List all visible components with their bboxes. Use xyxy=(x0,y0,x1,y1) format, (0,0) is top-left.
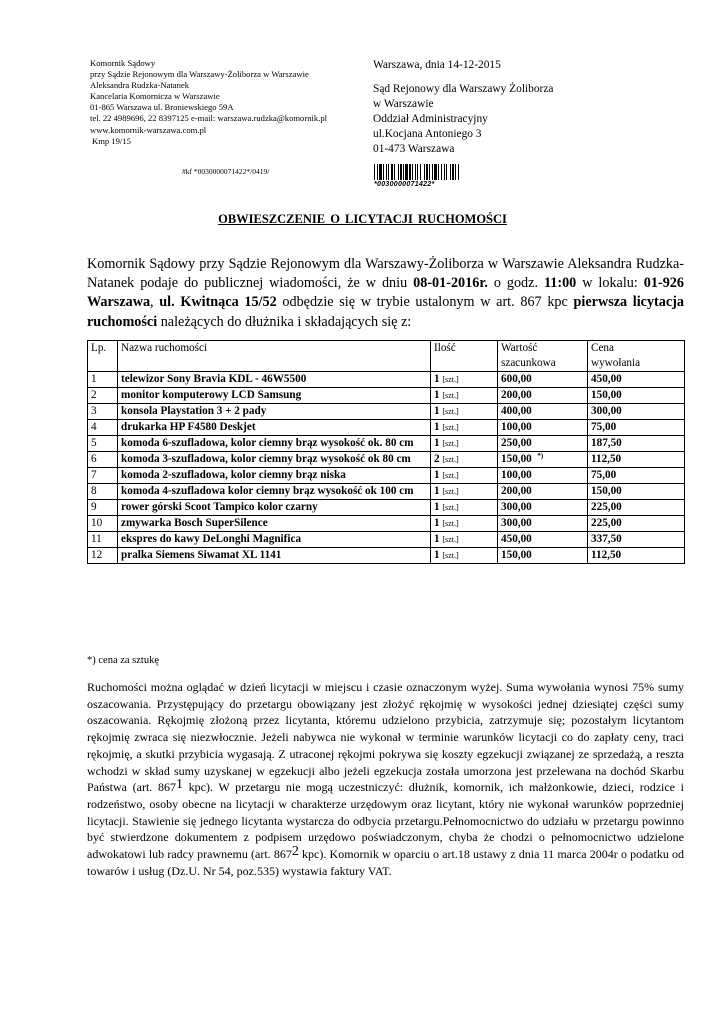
qty-unit: [szt.] xyxy=(442,423,459,432)
qty-value: 1 xyxy=(434,373,440,385)
cell-lp: 12 xyxy=(88,548,118,564)
cell-qty xyxy=(431,404,498,420)
cell-value xyxy=(498,500,588,516)
intro-paragraph xyxy=(87,255,684,332)
intro-text: odbędzie się w trybie ustalonym w art. 867 kpc xyxy=(276,294,574,311)
barcode-bar xyxy=(441,164,442,180)
qty-unit: [szt.] xyxy=(442,551,459,560)
cell-lp: 3 xyxy=(88,404,118,420)
cell-qty xyxy=(431,420,498,436)
barcode-bar xyxy=(383,164,384,180)
cell-price: 150,00 xyxy=(588,388,685,404)
qty-value: 1 xyxy=(434,501,440,513)
cell-value xyxy=(498,420,588,436)
sender-line: Kancelaria Komornicza w Warszawie xyxy=(90,91,220,102)
qty-unit: [szt.] xyxy=(442,407,459,416)
table-row xyxy=(88,468,685,484)
qty-value: 1 xyxy=(434,485,440,497)
col-header-value-line2: szacunkowa xyxy=(501,357,556,369)
barcode-bar xyxy=(405,164,408,180)
barcode-bar xyxy=(379,164,382,180)
value-amount: 200,00 xyxy=(501,389,532,401)
barcode-bar xyxy=(391,164,393,180)
qty-unit: [szt.] xyxy=(442,455,459,464)
cell-price: 187,50 xyxy=(588,436,685,452)
items-table xyxy=(87,340,685,564)
cell-lp: 4 xyxy=(88,420,118,436)
barcode-bar xyxy=(398,164,399,180)
cell-qty xyxy=(431,500,498,516)
qty-unit: [szt.] xyxy=(442,503,459,512)
intro-text: w lokalu: xyxy=(576,275,644,292)
barcode-bar xyxy=(377,164,378,180)
table-row xyxy=(88,388,685,404)
barcode-bar xyxy=(388,164,389,180)
cell-price: 112,50 xyxy=(588,452,685,468)
footnote: *) cena za sztukę xyxy=(87,655,159,666)
col-header-price-line2: wywołania xyxy=(591,357,641,369)
barcode xyxy=(374,164,480,190)
table-header-row xyxy=(88,341,685,372)
case-number: Kmp 19/15 xyxy=(92,135,131,146)
barcode-bar xyxy=(415,164,416,180)
qty-value: 1 xyxy=(434,389,440,401)
table-row xyxy=(88,372,685,388)
barcode-bar xyxy=(458,164,459,180)
barcode-bar xyxy=(452,164,454,180)
barcode-bar xyxy=(420,164,421,180)
cell-price: 225,00 xyxy=(588,516,685,532)
qty-unit: [szt.] xyxy=(442,439,459,448)
table-row xyxy=(88,548,685,564)
recipient-line: Oddział Administracyjny xyxy=(373,113,488,126)
table-row xyxy=(88,532,685,548)
recipient-block xyxy=(373,58,553,158)
qty-unit: [szt.] xyxy=(442,391,459,400)
barcode-text: *0030000071422* xyxy=(374,181,435,188)
table-row xyxy=(88,436,685,452)
recipient-line: ul.Kocjana Antoniego 3 xyxy=(373,128,482,141)
cell-qty xyxy=(431,532,498,548)
value-amount: 150,00 xyxy=(501,453,532,465)
sender-line: www.komornik-warszawa.com.pl xyxy=(90,124,207,135)
cell-price: 450,00 xyxy=(588,372,685,388)
cell-name: pralka Siemens Siwamat XL 1141 xyxy=(118,548,431,564)
sender-line: przy Sądzie Rejonowym dla Warszawy-Żoliborza w Warszawie xyxy=(90,69,309,80)
qty-value: 1 xyxy=(434,405,440,417)
barcode-bar xyxy=(444,164,445,180)
cell-lp: 2 xyxy=(88,388,118,404)
cell-price: 337,50 xyxy=(588,532,685,548)
cell-qty xyxy=(431,388,498,404)
recipient-line: 01-473 Warszawa xyxy=(373,143,455,156)
cell-lp: 6 xyxy=(88,452,118,468)
barcode-bar xyxy=(417,164,418,180)
barcode-bar xyxy=(374,164,375,180)
cell-price: 75,00 xyxy=(588,468,685,484)
cell-name: drukarka HP F4580 Deskjet xyxy=(118,420,431,436)
value-amount: 300,00 xyxy=(501,501,532,513)
cell-name: komoda 4-szufladowa kolor ciemny brąz wysokość ok 100 cm xyxy=(118,484,431,500)
cell-name: rower górski Scoot Tampico kolor czarny xyxy=(118,500,431,516)
cell-name: komoda 3-szufladowa, kolor ciemny brąz wysokość ok 80 cm xyxy=(118,452,431,468)
barcode-bar xyxy=(432,164,433,180)
value-amount: 400,00 xyxy=(501,405,532,417)
cell-value xyxy=(498,532,588,548)
table-row xyxy=(88,404,685,420)
qty-value: 2 xyxy=(434,453,440,465)
cell-name: komoda 2-szufladowa, kolor ciemny brąz niska xyxy=(118,468,431,484)
barcode-bar xyxy=(394,164,395,180)
value-amount: 150,00 xyxy=(501,549,532,561)
value-amount: 250,00 xyxy=(501,437,532,449)
intro-text: należących do dłużnika i składających się z: xyxy=(157,313,412,330)
qty-unit: [szt.] xyxy=(442,471,459,480)
cell-price: 112,50 xyxy=(588,548,685,564)
intro-text: , xyxy=(150,294,160,311)
value-note: *) xyxy=(537,452,544,460)
page-title: OBWIESZCZENIE O LICYTACJI RUCHOMOŚCI xyxy=(218,212,507,226)
col-header-price xyxy=(588,341,685,372)
cell-value xyxy=(498,404,588,420)
reference-code: #kf *0030000071422*/0419/ xyxy=(182,167,270,176)
terms-text: kpc). Komornik w oparciu o art.18 ustawy z dnia 11 marca 2004r o podatku od towarów i usług (Dz.U. Nr 54, poz.535) wystawia faktury VAT. xyxy=(87,847,684,878)
qty-unit: [szt.] xyxy=(442,535,459,544)
cell-qty xyxy=(431,372,498,388)
cell-name: komoda 6-szufladowa, kolor ciemny brąz wysokość ok. 80 cm xyxy=(118,436,431,452)
col-header-value-line1: Wartość xyxy=(501,342,538,354)
qty-value: 1 xyxy=(434,469,440,481)
cell-value xyxy=(498,436,588,452)
qty-value: 1 xyxy=(434,517,440,529)
date-line: Warszawa, dnia 14-12-2015 xyxy=(373,59,501,71)
terms-paragraph xyxy=(87,679,684,879)
superscript: 1 xyxy=(175,777,183,793)
cell-lp: 9 xyxy=(88,500,118,516)
cell-qty xyxy=(431,452,498,468)
value-amount: 200,00 xyxy=(501,485,532,497)
table-row xyxy=(88,500,685,516)
auction-place: 01-926 Warszawa xyxy=(87,275,684,311)
qty-value: 1 xyxy=(434,421,440,433)
qty-unit: [szt.] xyxy=(442,519,459,528)
col-header-lp: Lp. xyxy=(88,341,118,372)
col-header-name: Nazwa ruchomości xyxy=(118,341,431,372)
cell-lp: 8 xyxy=(88,484,118,500)
terms-text: kpc). W przetargu nie mogą uczestniczyć: dłużnik, komornik, ich małżonkowie, dzieci, rodzice i rodzeństwo, osoby obecne na licytacji w charakterze urzędowym oraz licytant, który nie wykonał warunków poprzedniej licytacji. Stawienie się jednego licytanta wystarcza do odbycia przetargu.Pełnomocnictwo do udziału w przetargu powinno być stwierdzone dokumentem z podpisem urzędowo poświadczonym, chyba że chodzi o pełnomocnictwo udzielone adwokatowi lub radcy prawnemu (art. 867 xyxy=(87,780,684,862)
barcode-bar xyxy=(412,164,413,180)
cell-price: 225,00 xyxy=(588,500,685,516)
cell-qty xyxy=(431,484,498,500)
cell-lp: 1 xyxy=(88,372,118,388)
sender-line: Aleksandra Rudzka-Natanek xyxy=(90,80,190,91)
table-row xyxy=(88,516,685,532)
barcode-bar xyxy=(450,164,451,180)
sender-block xyxy=(90,58,327,147)
cell-price: 300,00 xyxy=(588,404,685,420)
cell-name: konsola Playstation 3 + 2 pady xyxy=(118,404,431,420)
cell-value xyxy=(498,484,588,500)
cell-value xyxy=(498,388,588,404)
barcode-bar xyxy=(400,164,402,180)
cell-qty xyxy=(431,468,498,484)
recipient-line: w Warszawie xyxy=(373,98,434,111)
sender-line: Komornik Sądowy xyxy=(90,58,156,68)
cell-value xyxy=(498,548,588,564)
cell-price: 150,00 xyxy=(588,484,685,500)
cell-value xyxy=(498,468,588,484)
value-amount: 600,00 xyxy=(501,373,532,385)
cell-lp: 5 xyxy=(88,436,118,452)
barcode-bar xyxy=(403,164,404,180)
table-row xyxy=(88,484,685,500)
barcode-bar xyxy=(424,164,425,180)
table-row xyxy=(88,452,685,468)
barcode-bar xyxy=(434,164,437,180)
superscript: 2 xyxy=(291,844,299,860)
value-amount: 300,00 xyxy=(501,517,532,529)
cell-name: ekspres do kawy DeLonghi Magnifica xyxy=(118,532,431,548)
qty-unit: [szt.] xyxy=(442,487,459,496)
barcode-bar xyxy=(446,164,447,180)
qty-unit: [szt.] xyxy=(442,375,459,384)
col-header-qty: Ilość xyxy=(431,341,498,372)
col-header-value xyxy=(498,341,588,372)
auction-date: 08-01-2016r. xyxy=(413,275,488,292)
qty-value: 1 xyxy=(434,437,440,449)
cell-lp: 11 xyxy=(88,532,118,548)
cell-value xyxy=(498,452,588,468)
intro-text: Komornik Sądowy przy Sądzie Rejonowym dla Warszawy-Żoliborza w Warszawie Aleksandra Rudzka-Natanek podaje do publicznej wiadomości, że w dniu xyxy=(87,256,684,292)
barcode-bar xyxy=(426,164,428,180)
sender-line: 01-865 Warszawa ul. Broniewskiego 59A xyxy=(90,102,234,113)
auction-street: ul. Kwitnąca 15/52 xyxy=(159,294,277,311)
qty-value: 1 xyxy=(434,549,440,561)
cell-lp: 7 xyxy=(88,468,118,484)
cell-price: 75,00 xyxy=(588,420,685,436)
cell-name: zmywarka Bosch SuperSilence xyxy=(118,516,431,532)
cell-lp: 10 xyxy=(88,516,118,532)
barcode-bar xyxy=(438,164,439,180)
cell-value xyxy=(498,372,588,388)
terms-text: Ruchomości można oglądać w dzień licytacji w miejscu i czasie oznaczonym wyżej. Suma wywołania wynosi 75% sumy oszacowania. Przystępujący do przetargu obowiązany jest złożyć rękojmię w wysokości jednej dziesiątej części sumy oszacowania. Rękojmię złożoną przez licytanta, któremu udzielono przybicia, zatrzymuje się; pozostałym licytantom rękojmię zwraca się niezwłocznie. Jeżeli nabywca nie wykonał w terminie warunków licytacji co do zapłaty ceny, traci rękojmię, a skutki przybicia wygasają. Z utraconej rękojmi pokrywa się koszty egzekucji związanej ze sprzedażą, a reszta wchodzi w skład sumy uzyskanej w egzekucji albo jeżeli egzekucja została umorzona jest przelewana na dochód Skarbu Państwa (art. 867 xyxy=(87,680,684,795)
barcode-bar xyxy=(429,164,430,180)
cell-name: monitor komputerowy LCD Samsung xyxy=(118,388,431,404)
qty-value: 1 xyxy=(434,533,440,545)
cell-name: telewizor Sony Bravia KDL - 46W5500 xyxy=(118,372,431,388)
cell-qty xyxy=(431,548,498,564)
barcode-bar xyxy=(409,164,411,180)
value-amount: 450,00 xyxy=(501,533,532,545)
cell-qty xyxy=(431,516,498,532)
auction-type: pierwsza licytacja ruchomości xyxy=(87,294,684,330)
col-header-price-line1: Cena xyxy=(591,342,614,354)
barcode-bar xyxy=(455,164,456,180)
recipient-line: Sąd Rejonowy dla Warszawy Żoliborza xyxy=(373,83,554,96)
table-row xyxy=(88,420,685,436)
sender-line: tel. 22 4989696, 22 8397125 e-mail: warszawa.rudzka@komornik.pl xyxy=(90,113,328,124)
barcode-bars-icon xyxy=(374,164,480,180)
barcode-bar xyxy=(386,164,387,180)
value-amount: 100,00 xyxy=(501,469,532,481)
cell-value xyxy=(498,516,588,532)
intro-text: o godz. xyxy=(487,275,544,292)
value-amount: 100,00 xyxy=(501,421,532,433)
cell-qty xyxy=(431,436,498,452)
auction-time: 11:00 xyxy=(543,275,577,292)
